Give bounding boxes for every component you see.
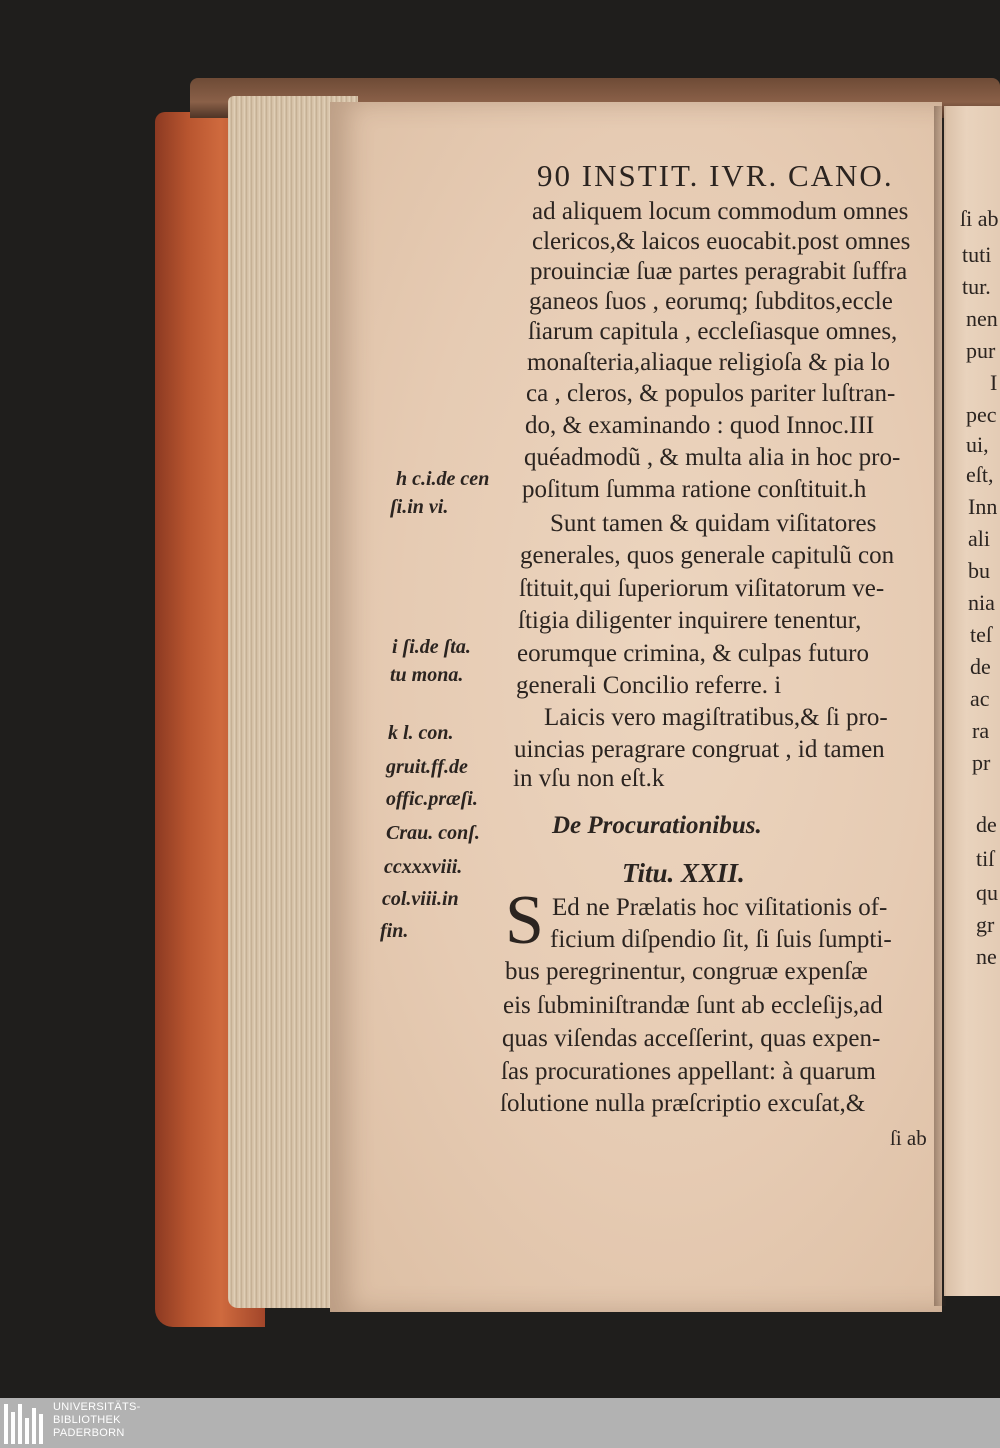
next-page-fragment: ui, (966, 432, 989, 457)
gutter-shadow (934, 106, 946, 1306)
library-name (53, 1401, 141, 1440)
margin-note-k: offic.præſi. (386, 788, 478, 810)
next-page-fragment: tur. (962, 274, 991, 299)
next-page-fragment: de (970, 654, 991, 679)
next-page-fragment: ſi ab (960, 206, 999, 231)
section-line: quas viſendas acceſſerint, quas expen- (502, 1025, 881, 1052)
body-line: do, & examinando : quod Innoc.III (525, 412, 875, 439)
margin-note-k: ccxxxviii. (384, 856, 463, 878)
next-page-fragment: pec (966, 402, 997, 427)
section-number: Titu. XXII. (622, 858, 745, 888)
section-line: ficium diſpendio ſit, ſi ſuis ſumpti- (550, 926, 892, 953)
body-line: generali Concilio referre. i (516, 672, 782, 699)
body-line: ca , cleros, & populos pariter luſtran- (526, 380, 896, 407)
body-line: Sunt tamen & quidam viſitatores (550, 510, 877, 537)
next-page-fragment: nen (966, 306, 998, 331)
margin-note-i: i ſi.de ſta. (392, 636, 471, 658)
body-line: clericos,& laicos euocabit.post omnes (532, 228, 911, 255)
next-page-fragment: teſ (970, 622, 992, 647)
margin-note-k: gruit.ff.de (386, 756, 468, 778)
library-name-line: BIBLIOTHEK (53, 1414, 121, 1426)
next-page-fragment: gr (976, 912, 995, 937)
body-line: ſtituit,qui ſuperiorum viſitatorum ve- (519, 575, 885, 602)
next-page-fragment: nia (968, 590, 995, 615)
library-name-line: PADERBORN (53, 1427, 125, 1439)
body-line: uincias peragrare congruat , id tamen (514, 736, 885, 763)
margin-note-k: k l. con. (388, 722, 454, 744)
body-line: monaſteria,aliaque religioſa & pia lo (527, 349, 891, 376)
drop-cap: S (505, 882, 544, 959)
next-page-fragment: I (990, 370, 998, 395)
running-head: 90 INSTIT. IVR. CANO. (537, 158, 894, 193)
next-page-fragment: eſt, (966, 462, 994, 487)
margin-note-k: fin. (380, 920, 409, 942)
body-line: prouinciæ ſuæ partes peragrabit ſuffra (530, 258, 908, 285)
next-page-fragment: tuti (962, 242, 992, 267)
library-logo-icon (4, 1404, 46, 1444)
margin-note-h: h c.i.de cen (396, 468, 490, 490)
margin-note-h: ſi.in vi. (390, 496, 449, 518)
section-line: ſolutione nulla præſcriptio excuſat,& (500, 1090, 866, 1117)
next-page-fragment: ne (976, 944, 997, 969)
body-line: ganeos ſuos , eorumq; ſubditos,eccle (529, 288, 893, 315)
body-line: Laicis vero magiſtratibus,& ſi pro- (544, 704, 888, 731)
next-page-fragment: pr (972, 750, 991, 775)
next-page-fragment: ali (968, 526, 990, 551)
next-page-fragment: ac (970, 686, 990, 711)
library-name-line: UNIVERSITÄTS- (53, 1401, 141, 1413)
body-line: quéadmodũ , & multa alia in hoc pro- (524, 444, 901, 471)
next-page-fragment: bu (968, 558, 990, 583)
body-line: poſitum ſumma ratione conſtituit.h (522, 476, 867, 503)
section-line: ſas procurationes appellant: à quarum (501, 1058, 876, 1085)
section-line: bus peregrinentur, congruæ expenſæ (505, 958, 868, 985)
next-page-fragment: pur (966, 338, 996, 363)
margin-note-k: Crau. conſ. (386, 822, 480, 844)
body-line: ſiarum capitula , eccleſiasque omnes, (528, 318, 898, 345)
body-line: ad aliquem locum commodum omnes (532, 198, 909, 225)
margin-note-i: tu mona. (390, 664, 464, 686)
next-page-fragment: ra (972, 718, 990, 743)
body-line: eorumque crimina, & culpas futuro (517, 640, 869, 667)
section-line: eis ſubminiſtrandæ ſunt ab eccleſijs,ad (503, 992, 883, 1019)
body-line: in vſu non eſt.k (513, 765, 665, 792)
next-page-fragment: tiſ (976, 846, 995, 871)
section-line: Ed ne Prælatis hoc viſitationis of- (552, 894, 888, 921)
margin-note-k: col.viii.in (382, 888, 459, 910)
next-page-fragment: de (976, 812, 997, 837)
next-page-fragment: qu (976, 880, 998, 905)
catchword: ſi ab (890, 1126, 927, 1150)
section-title: De Procurationibus. (552, 812, 762, 839)
library-footer (0, 1398, 1000, 1448)
next-page-fragment: Inn (968, 494, 998, 519)
body-line: ſtigia diligenter inquirere tenentur, (518, 607, 862, 634)
body-line: generales, quos generale capitulũ con (520, 542, 895, 569)
